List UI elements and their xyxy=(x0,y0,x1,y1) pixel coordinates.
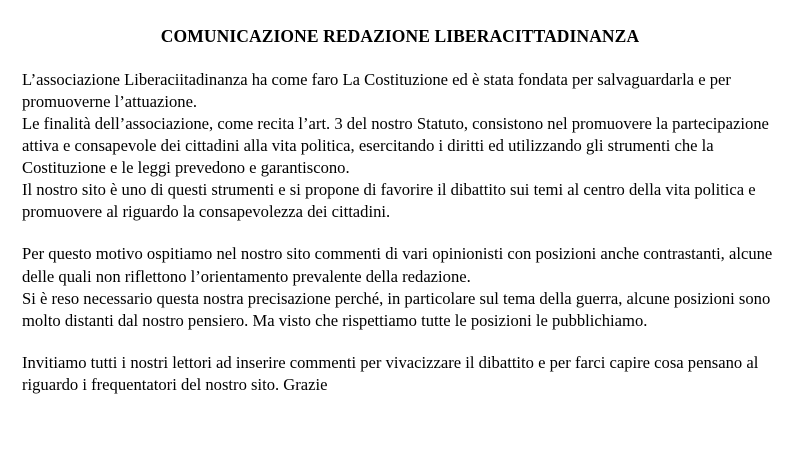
paragraph-precisazione: Si è reso necessario questa nostra precisazione perché, in particolare sul tema della guerra, alcune posizioni sono molto distanti dal nostro pensiero. Ma visto che rispettiamo tutte le posizioni le pubblichiamo. xyxy=(22,288,771,330)
page-title: COMUNICAZIONE REDAZIONE LIBERACITTADINANZA xyxy=(160,26,640,46)
paragraph-sito: Il nostro sito è uno di questi strumenti e si propone di favorire il dibattito sui temi al centro della vita politica e promuovere al riguardo la consapevolezza dei cittadini. xyxy=(22,180,756,222)
paragraph-opinionisti: Per questo motivo ospitiamo nel nostro sito commenti di vari opinionisti con posizioni anche contrastanti, alcune delle quali non riflettono l’orientamento prevalente della redazione. xyxy=(22,244,773,286)
paragraph-finalita: Le finalità dell’associazione, come recita l’art. 3 del nostro Statuto, consistono nel promuovere la partecipazione attiva e consapevole dei cittadini alla vita politica, esercitando i diritti ed utilizzando gli strumenti che la Costituzione e le leggi prevedono e garantiscono. xyxy=(22,114,769,178)
paragraph-spacer xyxy=(20,223,780,243)
paragraph-spacer-2 xyxy=(20,332,780,352)
paragraph-intro: L’associazione Liberaciitadinanza ha come faro La Costituzione ed è stata fondata per salvaguardarla e per promuoverne l’attuazione. xyxy=(22,70,731,112)
paragraph-invito: Invitiamo tutti i nostri lettori ad inserire commenti per vivacizzare il dibattito e per farci capire cosa pensano al riguardo i frequentatori del nostro sito. Grazie xyxy=(22,352,759,394)
